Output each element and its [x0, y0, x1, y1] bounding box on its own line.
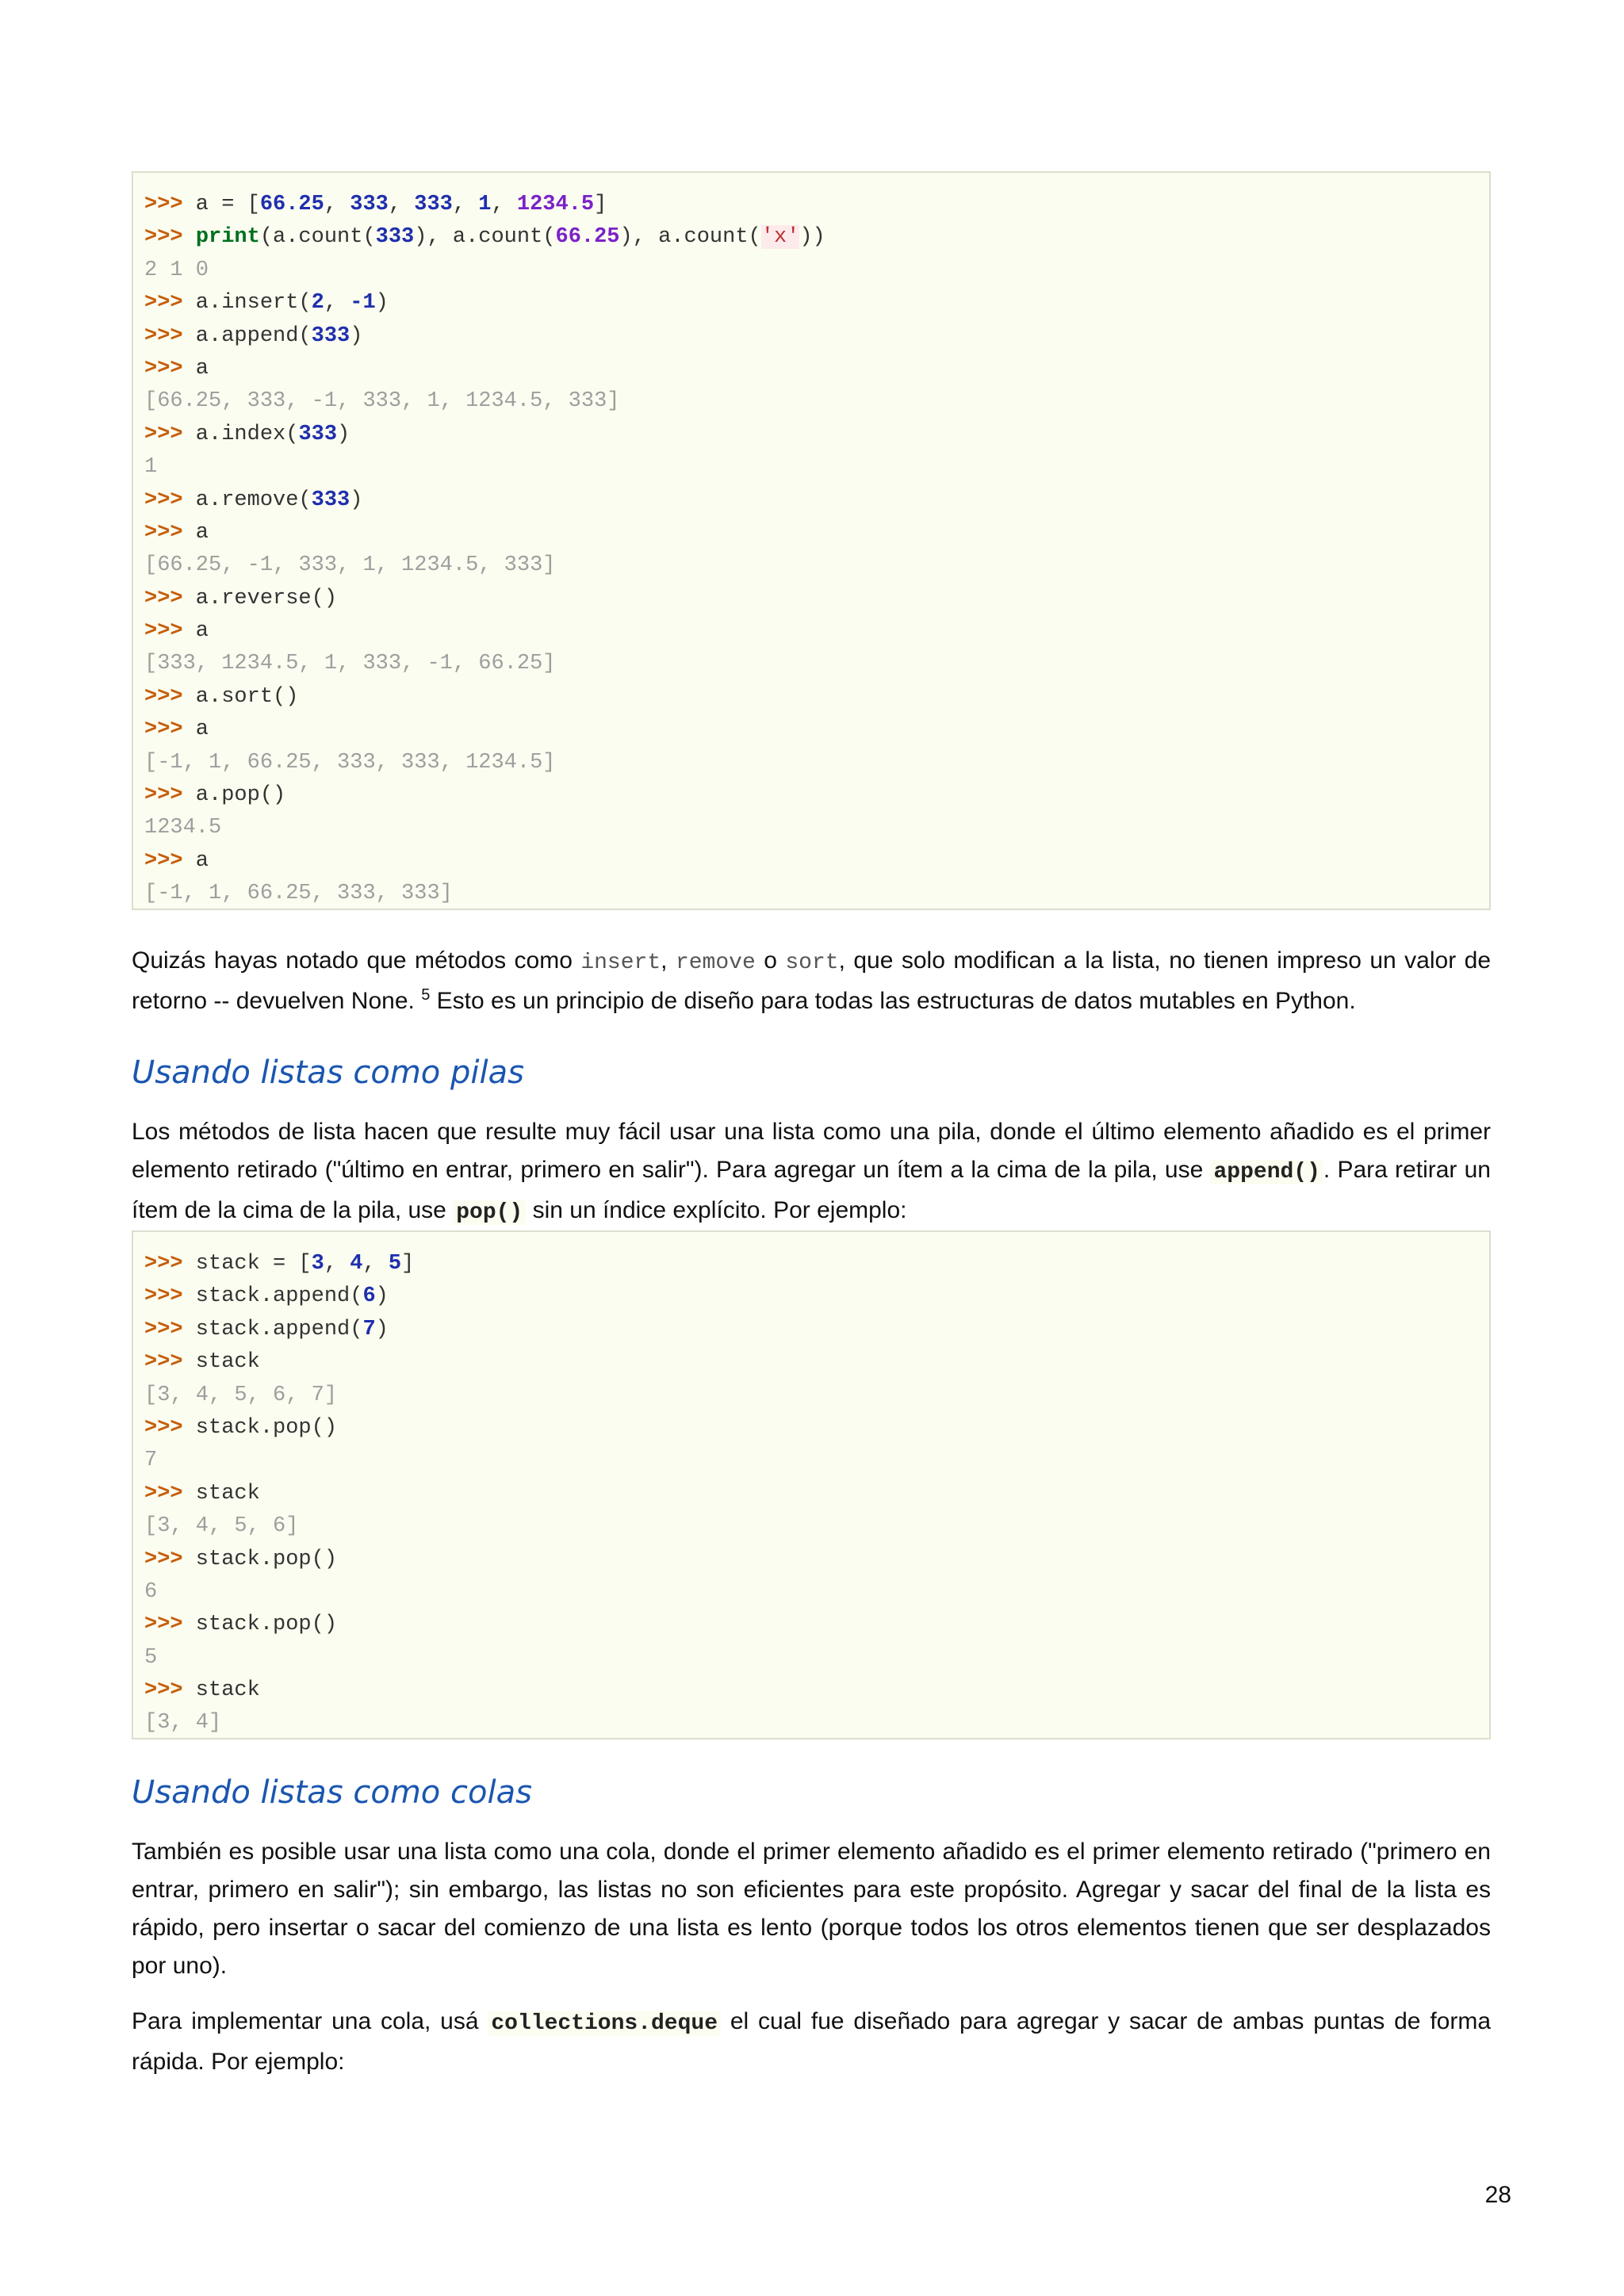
code-token: ), a.count( [414, 225, 556, 250]
code-line [144, 1248, 1489, 1280]
output-token: [3, 4] [144, 1711, 222, 1735]
prompt-token: >>> [144, 422, 183, 446]
code-line [144, 451, 1489, 484]
code-token: a.remove( [182, 488, 312, 512]
code-token: a [182, 356, 209, 381]
code-block-stack-example [132, 1230, 1491, 1739]
code-token: 7 [362, 1317, 376, 1341]
code-token: 2 [311, 291, 324, 316]
output-token: 5 [144, 1645, 158, 1670]
output-token: [3, 4, 5, 6] [144, 1514, 299, 1539]
output-token: [-1, 1, 66.25, 333, 333, 1234.5] [144, 750, 556, 775]
code-line [144, 1642, 1489, 1674]
code-line [144, 1346, 1489, 1379]
code-line [144, 583, 1489, 615]
code-token: 333 [311, 323, 350, 348]
prompt-token: >>> [144, 1252, 183, 1276]
code-token: a.reverse() [182, 586, 338, 610]
prompt-token: >>> [144, 1481, 183, 1506]
code-token: a.pop() [182, 783, 286, 808]
code-token: 'x' [760, 225, 800, 250]
prompt-token: >>> [144, 291, 183, 316]
inline-code-deque: collections.deque [488, 2011, 721, 2036]
code-token: 3 [311, 1252, 324, 1276]
prompt-token: >>> [144, 193, 183, 216]
code-token: )) [799, 225, 825, 250]
code-line [144, 287, 1489, 320]
code-line [144, 812, 1489, 844]
paragraph-stack-intro [132, 1113, 1491, 1232]
text: , [661, 947, 676, 974]
code-token: stack.append( [182, 1284, 363, 1309]
code-token: stack = [ [182, 1252, 312, 1276]
output-token: [66.25, -1, 333, 1, 1234.5, 333] [144, 553, 556, 578]
code-line [144, 1314, 1489, 1346]
prompt-token: >>> [144, 783, 183, 808]
code-token: 1 [478, 193, 492, 216]
code-token: -1 [350, 291, 376, 316]
code-token: , [324, 193, 350, 216]
code-token: stack [182, 1678, 260, 1703]
prompt-token: >>> [144, 1350, 183, 1375]
code-line [144, 221, 1489, 254]
prompt-token: >>> [144, 1317, 183, 1341]
paragraph-return-value [132, 942, 1491, 1020]
paragraph-deque [132, 2003, 1491, 2081]
code-line [144, 254, 1489, 287]
code-token: ) [350, 323, 363, 348]
code-token: , [388, 193, 415, 216]
code-token [183, 225, 196, 249]
code-line [144, 1674, 1489, 1707]
code-token: stack.append( [182, 1317, 363, 1341]
output-token: [3, 4, 5, 6, 7] [144, 1383, 338, 1407]
code-token: 6 [362, 1284, 376, 1309]
code-token: a.append( [182, 323, 312, 348]
prompt-token: >>> [144, 1284, 183, 1309]
code-token: ) [375, 1317, 389, 1341]
prompt-token: >>> [144, 586, 183, 610]
code-line [144, 1544, 1489, 1576]
text: o [755, 947, 786, 974]
code-token: stack.pop() [182, 1415, 338, 1440]
text: Los métodos de lista hacen que resulte muy fácil usar una lista como una pila, donde el último elemento añadido es el primer elemento retirado ("último en entrar, primero en salir"). Para agregar un ítem a la cima de la pila, use [132, 1119, 1491, 1183]
code-line [144, 353, 1489, 385]
inline-code-remove: remove [675, 951, 756, 975]
code-line [144, 549, 1489, 582]
code-line [144, 615, 1489, 648]
code-token: 66.25 [555, 225, 620, 250]
code-token: a [182, 619, 209, 644]
prompt-token: >>> [144, 848, 183, 873]
prompt-token: >>> [144, 619, 183, 644]
footnote-ref[interactable]: 5 [421, 986, 431, 1004]
code-token: stack [182, 1481, 260, 1506]
code-token: 333 [298, 422, 338, 446]
code-token: , [491, 193, 517, 216]
code-line [144, 484, 1489, 517]
prompt-token: >>> [144, 1613, 183, 1637]
code-line [144, 714, 1489, 746]
code-line [144, 1445, 1489, 1477]
prompt-token: >>> [144, 1415, 183, 1440]
code-line [144, 1707, 1489, 1739]
prompt-token: >>> [144, 718, 183, 742]
text: Esto es un principio de diseño para todas las estructuras de datos mutables en Python. [430, 988, 1356, 1014]
code-line [144, 1576, 1489, 1609]
output-token: 6 [144, 1579, 158, 1604]
code-token: a.insert( [182, 291, 312, 316]
code-token: 333 [311, 488, 350, 512]
prompt-token: >>> [144, 323, 183, 348]
code-line [144, 1280, 1489, 1313]
code-token: , [324, 1252, 350, 1276]
code-token: 5 [388, 1252, 402, 1276]
code-line [144, 747, 1489, 779]
code-token: 4 [350, 1252, 363, 1276]
code-token: 333 [414, 193, 453, 216]
code-line [144, 1380, 1489, 1412]
code-line [144, 1609, 1489, 1641]
code-line [144, 845, 1489, 878]
code-token: stack.pop() [182, 1613, 338, 1637]
inline-code-insert: insert [580, 951, 661, 975]
code-line [144, 419, 1489, 451]
text: Quizás hayas notado que métodos como [132, 947, 581, 974]
prompt-token: >>> [144, 684, 183, 709]
prompt-token: >>> [144, 520, 183, 545]
prompt-token: >>> [144, 356, 183, 381]
output-token: [333, 1234.5, 1, 333, -1, 66.25] [144, 652, 556, 676]
code-line [144, 779, 1489, 812]
text: el cual fue diseñado para agregar y sacar de ambas puntas de forma rápida. Por ejemplo: [132, 2008, 1492, 2075]
prompt-token: >>> [144, 1678, 183, 1703]
output-token: [66.25, 333, -1, 333, 1, 1234.5, 333] [144, 389, 620, 414]
prompt-token: >>> [144, 1547, 183, 1571]
code-token: ), a.count( [619, 225, 761, 250]
code-token: , [362, 1252, 389, 1276]
code-token: stack.pop() [182, 1547, 338, 1571]
output-token: [-1, 1, 66.25, 333, 333] [144, 882, 453, 906]
code-token: ) [375, 1284, 389, 1309]
text: , que solo modifican a la lista, no tienen impreso un valor de retorno -- devuelven None. [132, 947, 1491, 1014]
code-token: a.sort() [182, 684, 299, 709]
code-line [144, 648, 1489, 680]
output-token: 7 [144, 1448, 158, 1473]
code-token: ) [350, 488, 363, 512]
text: . Para retirar un ítem de la cima de la pila, use [132, 1157, 1491, 1223]
code-line [144, 1412, 1489, 1445]
prompt-token: >>> [144, 488, 183, 512]
code-line [144, 189, 1489, 221]
output-token: 1234.5 [144, 816, 222, 840]
paragraph-queue-intro: También es posible usar una lista como una cola, donde el primer elemento añadido es el primer elemento retirado ("primero en entrar, primero en salir"); sin embargo, las listas no son eficientes para este propósito. Agregar y sacar del final de la lista es rápido, pero insertar o sacar del comienzo de una lista es lento (porque todos los otros elementos tienen que ser desplazados por uno). [132, 1839, 1491, 1979]
output-token: 2 1 0 [144, 258, 209, 282]
heading-pilas: Usando listas como pilas [132, 1054, 524, 1091]
code-token: a.index( [182, 422, 299, 446]
heading-colas: Usando listas como colas [132, 1774, 532, 1811]
code-token: 66.25 [259, 193, 324, 216]
text: sin un índice explícito. Por ejemplo: [526, 1197, 907, 1223]
code-token: ) [337, 422, 350, 446]
code-token: a [182, 848, 209, 873]
prompt-token: >>> [144, 225, 183, 250]
code-line [144, 878, 1489, 910]
code-token: , [324, 291, 350, 316]
code-token: ) [375, 291, 389, 316]
code-token: ] [401, 1252, 415, 1276]
code-token: ] [594, 193, 607, 216]
code-line [144, 1478, 1489, 1510]
code-token: a [182, 520, 209, 545]
code-block-list-methods [132, 171, 1491, 910]
code-token: a = [ [182, 193, 260, 216]
code-token: , [452, 193, 479, 216]
code-token: (a.count( [259, 225, 376, 250]
code-token: 333 [350, 193, 389, 216]
code-line [144, 517, 1489, 549]
code-token: a [182, 718, 209, 742]
code-line [144, 320, 1489, 353]
code-line [144, 681, 1489, 714]
inline-code-pop: pop() [453, 1200, 526, 1225]
inline-code-append: append() [1210, 1160, 1323, 1184]
page-number: 28 [1484, 2182, 1511, 2208]
inline-code-sort: sort [785, 951, 839, 975]
output-token: 1 [144, 455, 158, 480]
text: Para implementar una cola, usá [132, 2008, 488, 2034]
code-line [144, 385, 1489, 418]
code-token: print [195, 225, 260, 250]
code-line [144, 1510, 1489, 1543]
code-token: stack [182, 1350, 260, 1375]
code-token: 1234.5 [516, 193, 595, 216]
code-token: 333 [375, 225, 415, 250]
